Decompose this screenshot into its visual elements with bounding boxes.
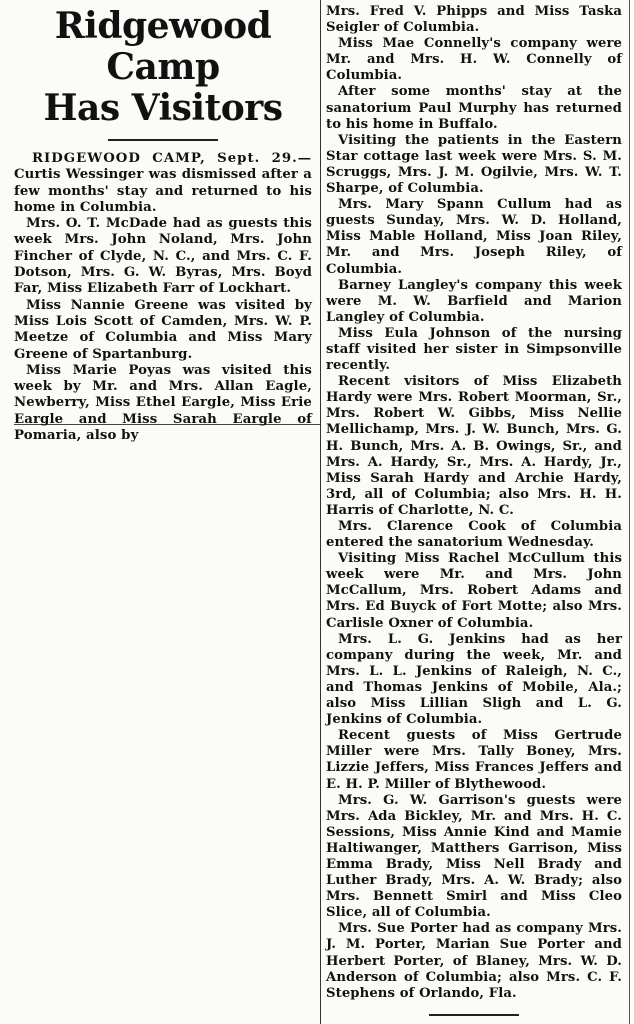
- article-paragraph: Barney Langley's company this week were M. W. Barfield and Marion Langley of Columbia.: [326, 277, 622, 325]
- paragraph-text: Curtis Wessinger was dismissed after a few months' stay and returned to his home in Columbia.: [14, 167, 312, 215]
- article-paragraph: Visiting the patients in the Eastern Star cottage last week were Mrs. S. M. Scruggs, Mrs. J. M. Ogilvie, Mrs. W. T. Sharpe, of Columbia.: [326, 132, 622, 197]
- page-edge-rule: [629, 0, 630, 1024]
- article-paragraph: Miss Mae Connelly's company were Mr. and Mrs. H. W. Connelly of Columbia.: [326, 36, 622, 84]
- headline-line-1: Ridgewood Camp: [54, 5, 272, 88]
- column-divider-rule: [320, 0, 321, 1024]
- article-paragraph: After some months' stay at the sanatorium Paul Murphy has returned to his home in Buffalo.: [326, 84, 622, 132]
- article-paragraph: Mrs. O. T. McDade had as guests this week Mrs. John Noland, Mrs. John Fincher of Clyde, N. C., and Mrs. C. F. Dotson, Mrs. G. W. Byras, Mrs. Boyd Far, Miss Elizabeth Farr of Lockhart.: [14, 216, 312, 297]
- left-column: [14, 0, 312, 444]
- article-paragraph: Visiting Miss Rachel McCullum this week were Mr. and Mrs. John McCallum, Mrs. Robert Adams and Mrs. Ed Buyck of Fort Motte; also Mrs. Carlisle Oxner of Columbia.: [326, 551, 622, 631]
- headline-rule: [108, 139, 218, 141]
- article-paragraph: Miss Nannie Greene was visited by Miss Lois Scott of Camden, Mrs. W. P. Meetze of Columbia and Miss Mary Greene of Spartanburg.: [14, 297, 312, 362]
- article-headline: [14, 6, 312, 129]
- article-end-rule: [429, 1014, 519, 1016]
- article-paragraph: Mrs. Fred V. Phipps and Miss Taska Seigler of Columbia.: [326, 4, 622, 36]
- article-paragraph: Miss Eula Johnson of the nursing staff visited her sister in Simpsonville recently.: [326, 325, 622, 374]
- article-paragraph: Mrs. Sue Porter had as company Mrs. J. M. Porter, Marian Sue Porter and Herbert Porter, of Blaney, Mrs. W. D. Anderson of Columbia; also Mrs. C. F. Stephens of Orlando, Fla.: [326, 921, 622, 1001]
- dateline: RIDGEWOOD CAMP, Sept. 29.—: [32, 151, 312, 166]
- headline-line-2: Has Visitors: [43, 87, 283, 129]
- article-paragraph: Mrs. G. W. Garrison's guests were Mrs. Ada Bickley, Mr. and Mrs. H. C. Sessions, Miss Annie Kind and Mamie Haltiwanger, Matthers Garrison, Miss Emma Brady, Miss Nell Brady and Luther Brady, Mrs. A. W. Brady; also Mrs. Bennett Smirl and Miss Cleo Slice, all of Columbia.: [326, 792, 622, 921]
- article-paragraph: Recent guests of Miss Gertrude Miller were Mrs. Tally Boney, Mrs. Lizzie Jeffers, Miss Frances Jeffers and E. H. P. Miller of Blythewood.: [326, 728, 622, 792]
- article-paragraph: Mrs. L. G. Jenkins had as her company during the week, Mr. and Mrs. L. L. Jenkins of Raleigh, N. C., and Thomas Jenkins of Mobile, Ala.; also Miss Lillian Sligh and L. G. Jenkins of Columbia.: [326, 631, 622, 728]
- article-paragraph: Mrs. Mary Spann Cullum had as guests Sunday, Mrs. W. D. Holland, Miss Mable Holland, Miss Joan Riley, Mr. and Mrs. Joseph Riley, of Columbia.: [326, 197, 622, 277]
- article-paragraph: Recent visitors of Miss Elizabeth Hardy were Mrs. Robert Moorman, Sr., Mrs. Robert W. Gibbs, Miss Nellie Mellichamp, Mrs. J. W. Bunch, Mrs. G. H. Bunch, Mrs. A. B. Owings, Sr., and Mrs. A. Hardy, Sr., Mrs. A. Hardy, Jr., Miss Sarah Hardy and Archie Hardy, 3rd, all of Columbia; also Mrs. H. H. Harris of Charlotte, N. C.: [326, 374, 622, 518]
- right-column: [326, 0, 622, 1016]
- dateline-paragraph: [14, 151, 312, 216]
- article-paragraph: Miss Marie Poyas was visited this week by Mr. and Mrs. Allan Eagle, Newberry, Miss Ethel Eargle, Miss Erie Eargle and Miss Sarah Eargle of Pomaria, also by: [14, 362, 312, 444]
- article-paragraph: Mrs. Clarence Cook of Columbia entered the sanatorium Wednesday.: [326, 519, 622, 551]
